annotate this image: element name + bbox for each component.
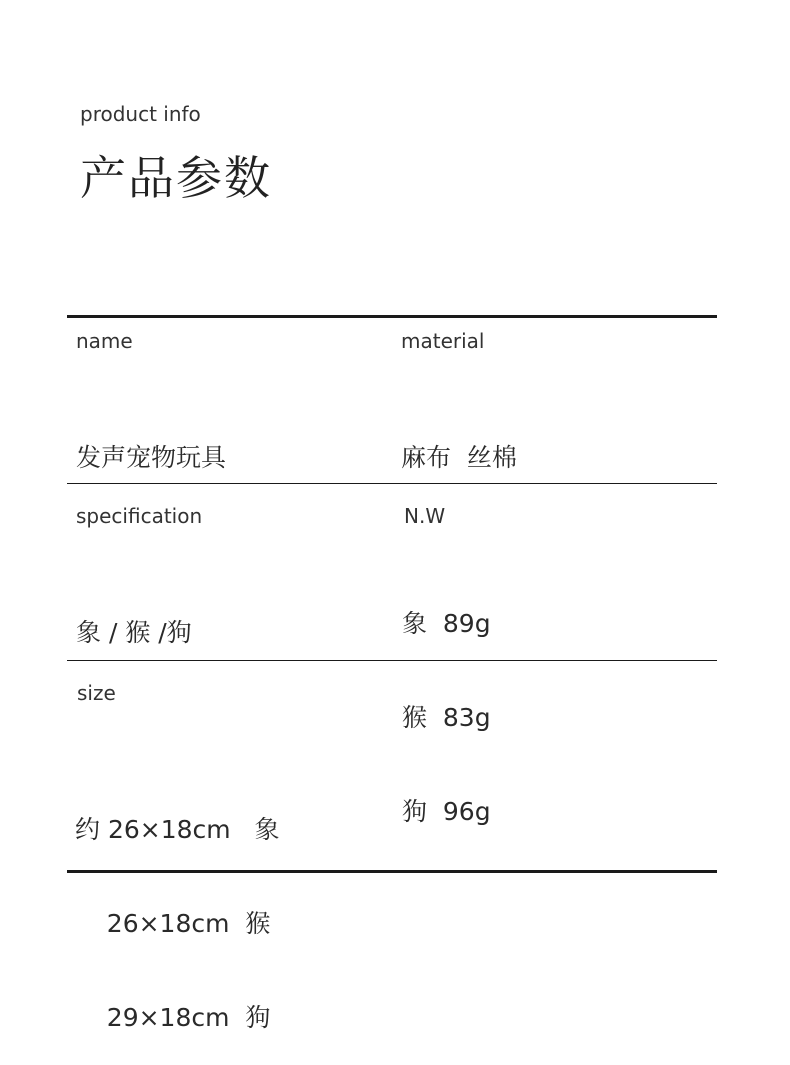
table-top-rule <box>67 315 717 318</box>
nw-line: 象 89g <box>402 609 491 638</box>
specification-label: specification <box>76 504 203 528</box>
specification-value: 象 / 猴 /狗 <box>76 618 192 647</box>
name-label: name <box>76 329 133 353</box>
nw-values <box>402 548 491 859</box>
table-bottom-rule <box>67 870 717 873</box>
row-divider <box>67 660 717 661</box>
size-line: 约 26×18cm 象 <box>75 815 280 844</box>
page-title: 产品参数 <box>80 151 272 205</box>
row-divider <box>67 483 717 484</box>
name-value: 发声宠物玩具 <box>76 443 227 472</box>
size-line: 29×18cm 狗 <box>75 1003 271 1032</box>
section-subtitle: product info <box>80 102 201 126</box>
nw-line: 狗 96g <box>402 797 491 826</box>
nw-label: N.W <box>404 504 446 528</box>
material-value: 麻布 丝棉 <box>401 443 517 472</box>
size-line: 26×18cm 猴 <box>75 909 271 938</box>
size-label: size <box>77 681 116 705</box>
material-label: material <box>401 329 485 353</box>
size-values <box>75 754 279 1065</box>
nw-line: 猴 83g <box>402 703 491 732</box>
